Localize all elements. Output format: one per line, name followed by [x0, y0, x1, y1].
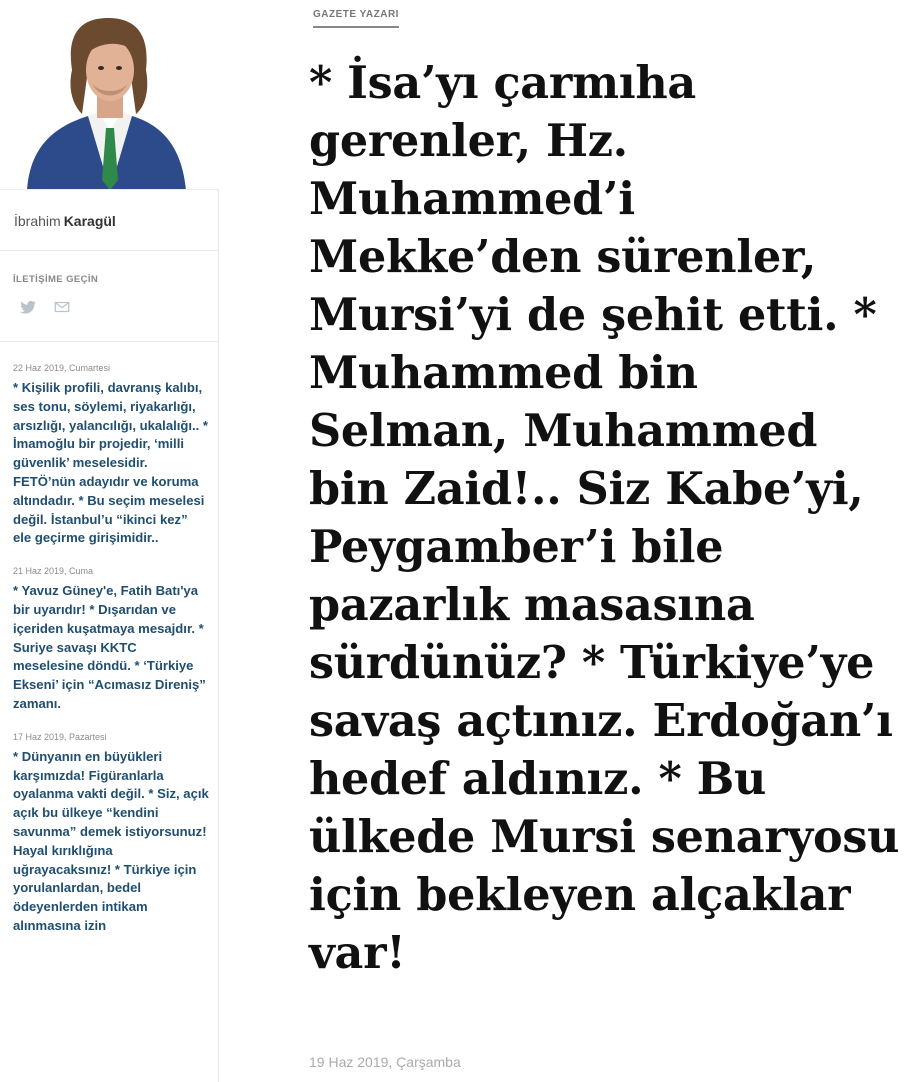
- article-title-link[interactable]: * Yavuz Güney'e, Fatih Batı'ya bir uyarıdır! * Dışarıdan ve içeriden kuşatmaya mesajdır. * Suriye savaşı KKTC meselesine döndü. * ‘Türkiye Ekseni’ için “Acımasız Direniş” zamanı.: [13, 583, 206, 711]
- twitter-icon[interactable]: [19, 298, 37, 316]
- author-first-name: İbrahim: [14, 213, 61, 229]
- article-item[interactable]: [13, 566, 209, 714]
- article-date: 22 Haz 2019, Cumartesi: [13, 363, 111, 373]
- article-list: [13, 363, 209, 954]
- author-photo[interactable]: [0, 0, 219, 190]
- author-kicker[interactable]: GAZETE YAZARI: [313, 9, 399, 28]
- divider: [0, 341, 219, 342]
- author-photo-illustration: [0, 0, 219, 190]
- author-last-name: Karagül: [63, 213, 116, 229]
- article-item[interactable]: [13, 732, 209, 936]
- article-title-link[interactable]: * Dünyanın en büyükleri karşımızda! Figüranlarla oyalanma vakti değil. * Siz, açık açık bu ülkeye “kendini savunma” demek istiyorsunuz! Hayal kırıklığına uğrayacaksınız! * Türkiye için yorulanlardan, bedel ödeyenlerden intikam alınmasına izin: [13, 748, 209, 933]
- mail-icon[interactable]: [53, 298, 71, 316]
- article-date: 17 Haz 2019, Pazartesi: [13, 731, 107, 742]
- contact-label: İLETİŞİME GEÇİN: [13, 274, 99, 285]
- article-title-link[interactable]: * Kişilik profili, davranış kalıbı, ses tonu, söylemi, riyakarlığı, arsızlığı, yalancılığı, ukalalığı.. * İmamoğlu bir projedir, ‘milli güvenlik’ meselesidir. FETÖ’nün adayıdır ve koruma altındadır. * Bu seçim meselesi değil. İstanbul’u “ikinci kez” ele geçirme girişimidir..: [13, 380, 209, 546]
- article-date: 21 Haz 2019, Cuma: [13, 566, 94, 577]
- publish-date: 19 Haz 2019, Çarşamba: [309, 1054, 461, 1070]
- article-item[interactable]: [13, 363, 209, 548]
- sidebar: [0, 0, 219, 1082]
- article-headline: * İsa’yı çarmıha gerenler, Hz. Muhammed’i Mekke’den sürenler, Mursi’yi de şehit etti. * Muhammed bin Selman, Muhammed bin Zaid!.. Siz Kabe’yi, Peygamber’i bile pazarlık masasına sürdünüz? * Türkiye’ye savaş açtınız. Erdoğan’ı hedef aldınız. * Bu ülkede Mursi senaryosu için bekleyen alçaklar var!: [309, 57, 900, 979]
- divider: [0, 250, 219, 251]
- author-name[interactable]: [14, 213, 116, 229]
